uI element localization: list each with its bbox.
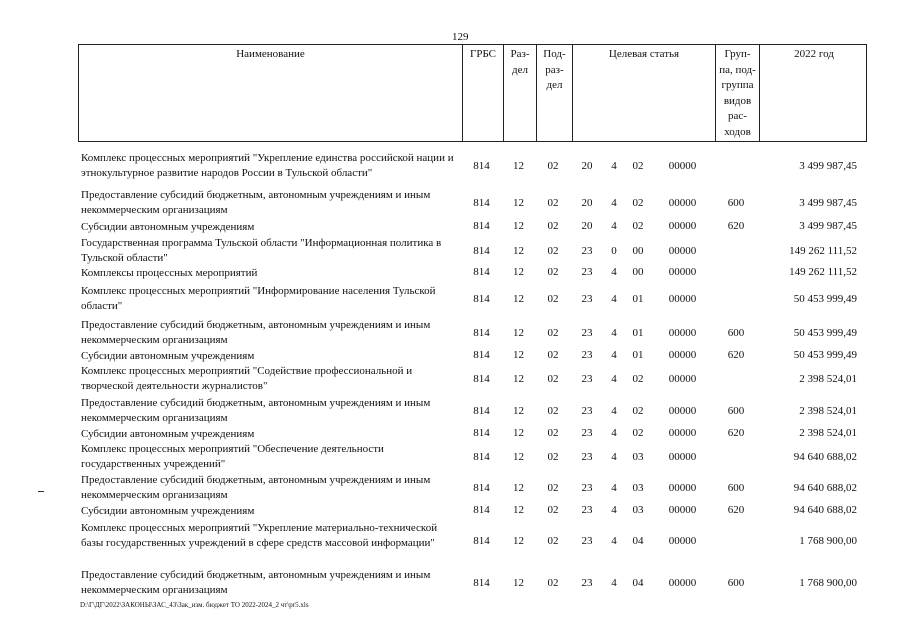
- cell-pr: 02: [547, 577, 559, 589]
- cell-grbs: 814: [473, 451, 490, 463]
- cell-t1: 23: [581, 293, 593, 305]
- cell-t2: 4: [611, 293, 617, 305]
- cell-t4: 00000: [668, 504, 697, 516]
- cell-sum: 149 262 111,52: [789, 245, 857, 257]
- cell-t3: 02: [632, 160, 644, 172]
- cell-rz: 12: [513, 220, 524, 232]
- cell-vr: 620: [727, 427, 745, 439]
- cell-rz: 12: [513, 245, 524, 257]
- cell-grbs: 814: [473, 427, 490, 439]
- cell-t1: 20: [581, 160, 593, 172]
- cell-t1: 23: [581, 349, 593, 361]
- cell-t2: 4: [611, 266, 617, 278]
- cell-pr: 02: [547, 327, 559, 339]
- cell-t4: 00000: [668, 160, 697, 172]
- cell-pr: 02: [547, 349, 559, 361]
- row-name: Субсидии автономным учреждениям: [81, 428, 255, 440]
- cell-sum: 3 499 987,45: [799, 220, 857, 232]
- cell-t1: 23: [581, 427, 593, 439]
- cell-t2: 4: [611, 197, 617, 209]
- cell-pr: 02: [547, 293, 559, 305]
- cell-pr: 02: [547, 245, 559, 257]
- cell-t3: 01: [632, 293, 644, 305]
- row-name: Государственная программа Тульской области "Информационная политика в Тульской области": [81, 237, 442, 264]
- page-number: 129: [452, 31, 469, 43]
- table-row: [78, 427, 867, 442]
- table-row: [78, 236, 867, 265]
- cell-sum: 94 640 688,02: [793, 504, 857, 516]
- cell-vr: 620: [727, 504, 745, 516]
- cell-pr: 02: [547, 266, 559, 278]
- cell-t3: 02: [632, 405, 644, 417]
- cell-vr: 600: [727, 405, 745, 417]
- table-row: [78, 473, 867, 502]
- cell-vr: 600: [727, 577, 745, 589]
- cell-t2: 4: [611, 405, 617, 417]
- cell-t3: 01: [632, 327, 644, 339]
- cell-t2: 4: [611, 535, 617, 547]
- table-row: [78, 568, 867, 597]
- table-row: [78, 442, 867, 471]
- cell-sum: 2 398 524,01: [799, 405, 857, 417]
- cell-t1: 23: [581, 327, 593, 339]
- cell-t1: 20: [581, 197, 593, 209]
- cell-t2: 4: [611, 373, 617, 385]
- scan-mark: [38, 491, 44, 492]
- header-podrazdel: Под- раз- дел: [536, 45, 572, 141]
- cell-grbs: 814: [473, 577, 490, 589]
- table-row: [78, 318, 867, 347]
- table-row: [78, 396, 867, 425]
- cell-sum: 1 768 900,00: [799, 577, 857, 589]
- table-row: [78, 151, 867, 180]
- cell-t4: 00000: [668, 327, 697, 339]
- cell-grbs: 814: [473, 245, 490, 257]
- cell-pr: 02: [547, 427, 559, 439]
- table-row: [78, 349, 867, 364]
- cell-grbs: 814: [473, 535, 490, 547]
- cell-rz: 12: [513, 504, 524, 516]
- cell-t2: 4: [611, 327, 617, 339]
- cell-rz: 12: [513, 327, 524, 339]
- cell-grbs: 814: [473, 160, 490, 172]
- cell-t1: 23: [581, 373, 593, 385]
- cell-t1: 23: [581, 482, 593, 494]
- row-name: Предоставление субсидий бюджетным, автономным учреждениям и иным некоммерческим организациям: [81, 189, 431, 216]
- table-row: [78, 220, 867, 235]
- cell-sum: 50 453 999,49: [793, 349, 857, 361]
- row-name: Комплексы процессных мероприятий: [81, 267, 258, 279]
- row-name: Субсидии автономным учреждениям: [81, 350, 255, 362]
- cell-rz: 12: [513, 349, 524, 361]
- cell-t3: 02: [632, 373, 644, 385]
- cell-t1: 23: [581, 535, 593, 547]
- cell-grbs: 814: [473, 405, 490, 417]
- cell-grbs: 814: [473, 266, 490, 278]
- cell-t3: 02: [632, 427, 644, 439]
- cell-t2: 4: [611, 577, 617, 589]
- cell-rz: 12: [513, 405, 524, 417]
- cell-t4: 00000: [668, 293, 697, 305]
- cell-t4: 00000: [668, 577, 697, 589]
- cell-grbs: 814: [473, 197, 490, 209]
- cell-t4: 00000: [668, 266, 697, 278]
- cell-grbs: 814: [473, 482, 490, 494]
- cell-t1: 23: [581, 266, 593, 278]
- cell-t2: 4: [611, 482, 617, 494]
- cell-sum: 94 640 688,02: [793, 451, 857, 463]
- cell-grbs: 814: [473, 293, 490, 305]
- cell-sum: 50 453 999,49: [793, 327, 857, 339]
- cell-sum: 2 398 524,01: [799, 373, 857, 385]
- cell-rz: 12: [513, 293, 524, 305]
- cell-pr: 02: [547, 373, 559, 385]
- cell-t3: 02: [632, 197, 644, 209]
- table-header: [78, 44, 867, 142]
- cell-pr: 02: [547, 220, 559, 232]
- cell-t2: 0: [611, 245, 617, 257]
- footer-path: D:\Г\ДГ\2022\ЗАКОНЫ\ЗАС_43\Зак_изм. бюджет ТО 2022-2024_2 чт\pr5.xls: [80, 601, 309, 609]
- cell-t3: 02: [632, 220, 644, 232]
- row-name: Комплекс процессных мероприятий "Обеспечение деятельности государственных учреждений": [81, 443, 384, 470]
- cell-t4: 00000: [668, 405, 697, 417]
- cell-rz: 12: [513, 482, 524, 494]
- cell-t3: 01: [632, 349, 644, 361]
- cell-rz: 12: [513, 451, 524, 463]
- cell-t1: 20: [581, 220, 593, 232]
- cell-grbs: 814: [473, 327, 490, 339]
- cell-pr: 02: [547, 405, 559, 417]
- table-row: [78, 504, 867, 519]
- cell-grbs: 814: [473, 504, 490, 516]
- cell-t3: 03: [632, 504, 644, 516]
- cell-t4: 00000: [668, 482, 697, 494]
- row-name: Субсидии автономным учреждениям: [81, 221, 255, 233]
- cell-t1: 23: [581, 577, 593, 589]
- cell-rz: 12: [513, 577, 524, 589]
- cell-t2: 4: [611, 349, 617, 361]
- cell-t2: 4: [611, 160, 617, 172]
- row-name: Комплекс процессных мероприятий "Укрепление материально-технической базы государственных учреждений в сфере средств массовой информации": [81, 522, 438, 549]
- cell-pr: 02: [547, 160, 559, 172]
- cell-sum: 3 499 987,45: [799, 197, 857, 209]
- table-row: [78, 188, 867, 217]
- cell-t4: 00000: [668, 427, 697, 439]
- cell-rz: 12: [513, 535, 524, 547]
- cell-t3: 00: [632, 245, 644, 257]
- cell-vr: 600: [727, 482, 745, 494]
- cell-pr: 02: [547, 504, 559, 516]
- cell-grbs: 814: [473, 220, 490, 232]
- cell-rz: 12: [513, 160, 524, 172]
- cell-t3: 00: [632, 266, 644, 278]
- header-name: Наименование: [236, 48, 305, 60]
- table-row: [78, 521, 867, 565]
- cell-sum: 2 398 524,01: [799, 427, 857, 439]
- cell-t4: 00000: [668, 197, 697, 209]
- cell-sum: 3 499 987,45: [799, 160, 857, 172]
- cell-t4: 00000: [668, 535, 697, 547]
- row-name: Предоставление субсидий бюджетным, автономным учреждениям и иным некоммерческим организациям: [81, 474, 431, 501]
- cell-sum: 94 640 688,02: [793, 482, 857, 494]
- table-row: [78, 284, 867, 313]
- cell-rz: 12: [513, 266, 524, 278]
- cell-t4: 00000: [668, 245, 697, 257]
- cell-t2: 4: [611, 451, 617, 463]
- header-year: 2022 год: [759, 45, 868, 141]
- row-name: Предоставление субсидий бюджетным, автономным учреждениям и иным некоммерческим организациям: [81, 397, 431, 424]
- cell-t4: 00000: [668, 373, 697, 385]
- cell-t2: 4: [611, 427, 617, 439]
- cell-vr: 600: [727, 327, 745, 339]
- header-grbs: ГРБС: [462, 45, 503, 141]
- cell-t3: 04: [632, 577, 644, 589]
- cell-sum: 50 453 999,49: [793, 293, 857, 305]
- row-name: Комплекс процессных мероприятий "Информирование населения Тульской области": [81, 285, 436, 312]
- cell-t2: 4: [611, 220, 617, 232]
- cell-t2: 4: [611, 504, 617, 516]
- table-row: [78, 364, 867, 393]
- cell-t4: 00000: [668, 220, 697, 232]
- cell-vr: 620: [727, 349, 745, 361]
- row-name: Комплекс процессных мероприятий "Укрепление единства российской нации и этнокультурное развитие народов России в Тульской области": [81, 152, 454, 179]
- cell-t3: 03: [632, 482, 644, 494]
- cell-grbs: 814: [473, 373, 490, 385]
- cell-t1: 23: [581, 451, 593, 463]
- cell-rz: 12: [513, 427, 524, 439]
- cell-t3: 04: [632, 535, 644, 547]
- cell-rz: 12: [513, 373, 524, 385]
- header-razdel: Раз- дел: [503, 45, 536, 141]
- header-target: Целевая статья: [572, 45, 715, 141]
- row-name: Предоставление субсидий бюджетным, автономным учреждениям и иным некоммерческим организациям: [81, 319, 431, 346]
- cell-t3: 03: [632, 451, 644, 463]
- cell-t4: 00000: [668, 451, 697, 463]
- cell-rz: 12: [513, 197, 524, 209]
- row-name: Субсидии автономным учреждениям: [81, 505, 255, 517]
- cell-pr: 02: [547, 482, 559, 494]
- row-name: Комплекс процессных мероприятий "Содействие профессиональной и творческой деятельности журналистов": [81, 365, 413, 392]
- cell-t1: 23: [581, 245, 593, 257]
- cell-sum: 1 768 900,00: [799, 535, 857, 547]
- row-name: Предоставление субсидий бюджетным, автономным учреждениям и иным некоммерческим организациям: [81, 569, 431, 596]
- cell-vr: 620: [727, 220, 745, 232]
- cell-t1: 23: [581, 504, 593, 516]
- cell-pr: 02: [547, 451, 559, 463]
- cell-vr: 600: [727, 197, 745, 209]
- cell-t4: 00000: [668, 349, 697, 361]
- cell-grbs: 814: [473, 349, 490, 361]
- cell-sum: 149 262 111,52: [789, 266, 857, 278]
- header-group: Груп- па, под- группа видов рас- ходов: [715, 45, 759, 141]
- cell-pr: 02: [547, 535, 559, 547]
- table-row: [78, 266, 867, 281]
- cell-t1: 23: [581, 405, 593, 417]
- cell-pr: 02: [547, 197, 559, 209]
